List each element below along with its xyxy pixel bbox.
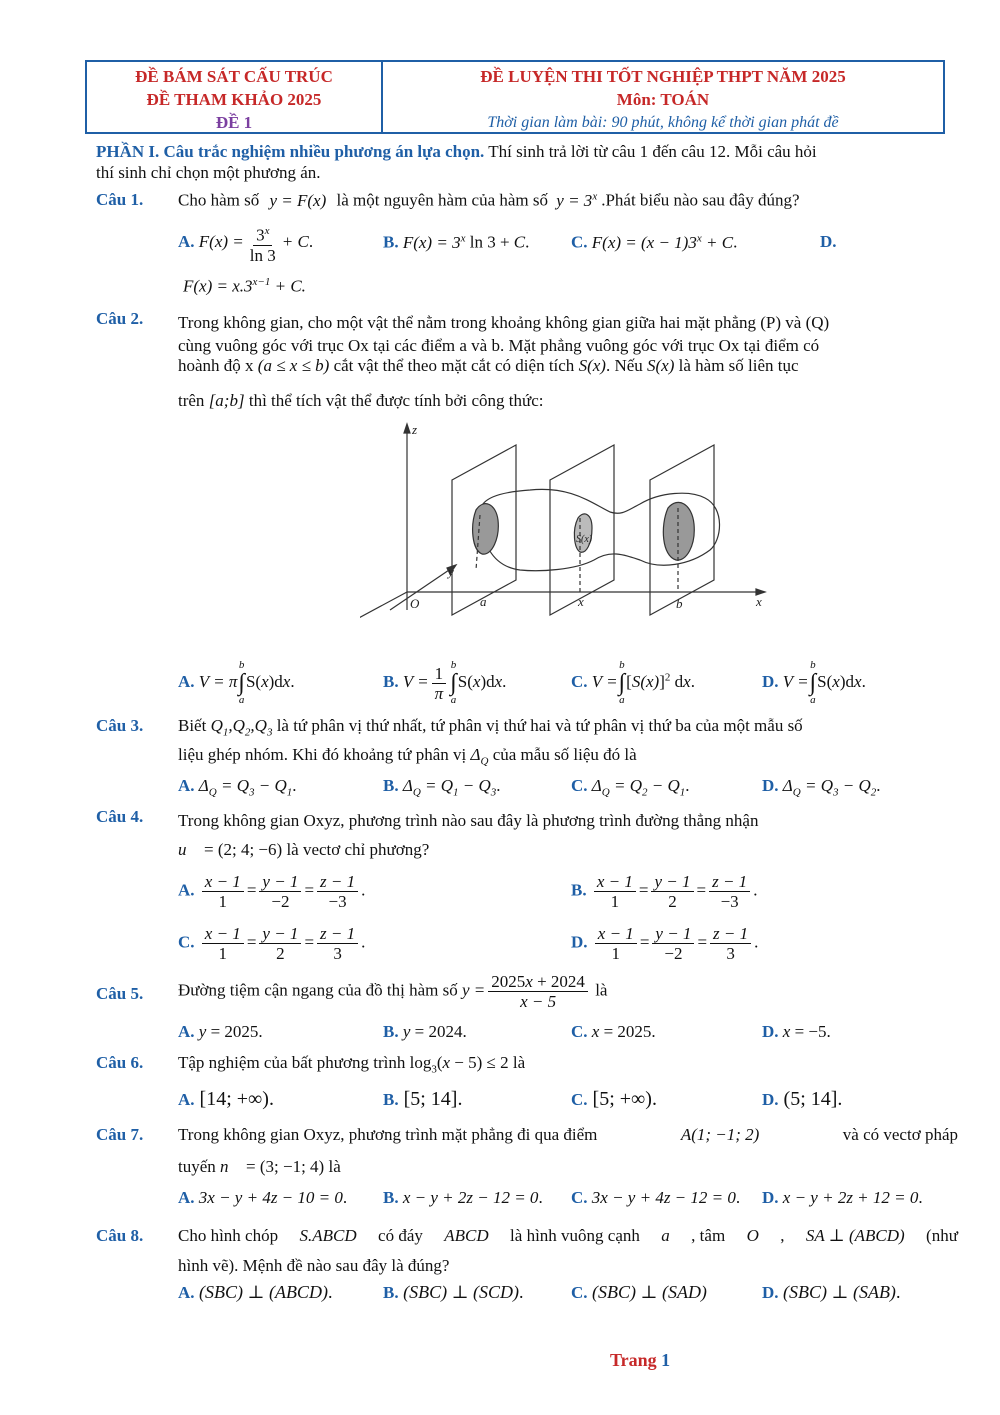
q8-line1: Cho hình chóp S.ABCD có đáy ABCD là hình vuông cạnh a , tâm O , SA ⊥ (ABCD) (như: [178, 1226, 958, 1245]
q3-option-b[interactable]: B. $\Delta_Q = Q_1 - Q_3$.: [383, 776, 501, 799]
q4-option-b[interactable]: B. $\frac{x - 1}{1}$ = $\frac{y - 1}{2}$ = $\frac{z - 1}{-3}$ .: [571, 872, 758, 911]
subject: Môn: TOÁN: [616, 90, 710, 109]
q4-option-d[interactable]: D. $\frac{x - 1}{1}$ = $\frac{y - 1}{-2}$ = $\frac{z - 1}{3}$ .: [571, 924, 759, 963]
q3-line2: liệu ghép nhóm. Khi đó khoảng tứ phân vị $\Delta_Q$ của mẫu số liệu đó là: [178, 745, 637, 768]
q7-option-d[interactable]: D. x − y + 2z + 12 = 0.: [762, 1188, 923, 1207]
header-left-line2: ĐỀ THAM KHẢO 2025: [146, 90, 322, 109]
q8-option-d[interactable]: D. (SBC) ⊥ (SAB).: [762, 1282, 901, 1302]
cross-section-b: [663, 502, 694, 560]
q8-option-a[interactable]: A. (SBC) ⊥ (ABCD).: [178, 1282, 333, 1302]
q7-option-c[interactable]: C. 3x − y + 4z − 12 = 0.: [571, 1188, 741, 1207]
q6-option-b[interactable]: B. [5; 14].: [383, 1088, 463, 1110]
q6-label: Câu 6.: [96, 1053, 144, 1072]
q2-line2: cùng vuông góc với trục Ox tại các điểm a và b. Mặt phẳng vuông góc với trục Ox tại điểm có: [178, 336, 820, 355]
q3-option-c[interactable]: C. $\Delta_Q = Q_2 - Q_1$.: [571, 776, 690, 799]
q1-text: Cho hàm số y = F(x) là một nguyên hàm của hàm số $y = 3^x$ .Phát biểu nào sau đây đúng?: [178, 190, 800, 210]
y-axis: [390, 568, 452, 610]
q2-label: Câu 2.: [96, 309, 144, 328]
q7-line2: tuyến n⃗ = (3; −1; 4) là: [178, 1157, 341, 1176]
q1-label: Câu 1.: [96, 190, 144, 209]
solid-cross-section-figure: [360, 420, 780, 620]
exam-header: [85, 60, 945, 134]
q6-option-a[interactable]: A. [14; +∞).: [178, 1088, 274, 1110]
label-b: b: [676, 596, 683, 611]
header-left-line3: ĐỀ 1: [215, 113, 253, 132]
q2-option-c[interactable]: C. V = b ∫ a $[S(x)]^2$ dx.: [571, 659, 695, 706]
q2-option-b[interactable]: B. V = $\frac{1}{\pi}$ b ∫ a S(x)dx.: [383, 659, 507, 706]
footer-page-word: Trang: [610, 1350, 657, 1370]
q6-option-c[interactable]: C. [5; +∞).: [571, 1088, 657, 1110]
label-origin: O: [410, 596, 420, 611]
header-left-line1: ĐỀ BÁM SÁT CẤU TRÚC: [135, 67, 333, 86]
label-xb: x: [578, 594, 584, 609]
label-z: z: [412, 422, 418, 437]
q3-option-a[interactable]: A. $\Delta_Q = Q_3 - Q_1$.: [178, 776, 297, 799]
q4-line2: u⃗ = (2; 4; −6) là vectơ chỉ phương?: [178, 840, 430, 859]
time-limit: Thời gian làm bài: 90 phút, không kể thời gian phát đề: [487, 114, 839, 131]
q3-label: Câu 3.: [96, 716, 144, 735]
part1-title: PHẦN I. Câu trắc nghiệm nhiều phương án lựa chọn.: [96, 142, 485, 161]
q7-label: Câu 7.: [96, 1125, 144, 1144]
label-sx: S(x): [576, 534, 593, 545]
cross-section-a: [473, 504, 499, 554]
q2-line3: hoành độ x (a ≤ x ≤ b) cắt vật thể theo mặt cắt có diện tích S(x). Nếu S(x) là hàm số liên tục: [178, 356, 799, 375]
q8-option-c[interactable]: C. (SBC) ⊥ (SAD): [571, 1282, 707, 1302]
footer-page-number: 1: [661, 1350, 671, 1370]
q5-option-c[interactable]: C. x = 2025.: [571, 1022, 656, 1041]
q7-option-b[interactable]: B. x − y + 2z − 12 = 0.: [383, 1188, 543, 1207]
label-y: y: [448, 564, 454, 579]
q1-option-b[interactable]: B. $F(x) = 3^x$ ln 3 + C.: [383, 232, 530, 252]
y-axis-back: [360, 592, 407, 620]
q5-label: Câu 5.: [96, 984, 144, 1003]
header-left: [87, 62, 383, 132]
q4-line1: Trong không gian Oxyz, phương trình nào sau đây là phương trình đường thẳng nhận: [178, 811, 759, 830]
q8-label: Câu 8.: [96, 1226, 144, 1245]
part1-instruction: Thí sinh trả lời từ câu 1 đến câu 12. Mỗi câu hỏi: [488, 142, 817, 161]
label-a: a: [480, 594, 487, 609]
q2-option-a[interactable]: A. V = π b ∫ a S(x)dx.: [178, 659, 295, 706]
part1-instruction-2: thí sinh chỉ chọn một phương án.: [96, 163, 321, 182]
page-footer: [610, 1350, 670, 1371]
q3-line1: Biết $Q_1,Q_2,Q_3$ là tứ phân vị thứ nhất, tứ phân vị thứ hai và tứ phân vị thứ ba của một mẫu số: [178, 716, 803, 739]
q1-option-d-label[interactable]: D.: [820, 232, 837, 251]
q5-line1: Đường tiệm cận ngang của đồ thị hàm số y = $\frac{2025x + 2024}{x - 5}$ là: [178, 972, 608, 1011]
q3-option-d[interactable]: D. $\Delta_Q = Q_3 - Q_2$.: [762, 776, 881, 799]
q5-option-a[interactable]: A. y = 2025.: [178, 1022, 263, 1041]
q4-label: Câu 4.: [96, 807, 144, 826]
q5-option-b[interactable]: B. y = 2024.: [383, 1022, 467, 1041]
q6-line1: Tập nghiệm của bất phương trình $\log_3(x - 5) \le 2$ là: [178, 1053, 526, 1076]
q2-option-d[interactable]: D. V = b ∫ a S(x)dx.: [762, 659, 866, 706]
q8-line2: hình vẽ). Mệnh đề nào sau đây là đúng?: [178, 1256, 450, 1275]
q4-option-c[interactable]: C. $\frac{x - 1}{1}$ = $\frac{y - 1}{2}$ = $\frac{z - 1}{3}$ .: [178, 924, 366, 963]
q5-option-d[interactable]: D. x = −5.: [762, 1022, 831, 1041]
q2-line4: trên [a;b] thì thể tích vật thể được tính bởi công thức:: [178, 391, 544, 410]
q7-line1: Trong không gian Oxyz, phương trình mặt phẳng đi qua điểm A(1; −1; 2) và có vectơ pháp: [178, 1125, 958, 1144]
label-x: x: [756, 594, 762, 609]
q7-option-a[interactable]: A. 3x − y + 4z − 10 = 0.: [178, 1188, 348, 1207]
q2-line1: Trong không gian, cho một vật thể nằm trong khoảng không gian giữa hai mặt phẳng (P) và (Q): [178, 313, 830, 332]
exam-title: ĐỀ LUYỆN THI TỐT NGHIỆP THPT NĂM 2025: [480, 67, 846, 86]
q6-option-d[interactable]: D. (5; 14].: [762, 1088, 843, 1110]
q1-option-d[interactable]: $F(x) = x.3^{x-1} + C$.: [183, 276, 306, 296]
header-right: [383, 62, 943, 132]
part1-heading: [96, 140, 958, 163]
q1-option-a[interactable]: A. F(x) = $\frac{3^x}{\ln 3}$ + C.: [178, 222, 313, 265]
q4-option-a[interactable]: A. $\frac{x - 1}{1}$ = $\frac{y - 1}{-2}$ = $\frac{z - 1}{-3}$ .: [178, 872, 366, 911]
q1-option-c[interactable]: C. $F(x) = (x - 1)3^x + C$.: [571, 232, 738, 252]
z-axis-arrow: [404, 424, 410, 433]
q8-option-b[interactable]: B. (SBC) ⊥ (SCD).: [383, 1282, 524, 1302]
